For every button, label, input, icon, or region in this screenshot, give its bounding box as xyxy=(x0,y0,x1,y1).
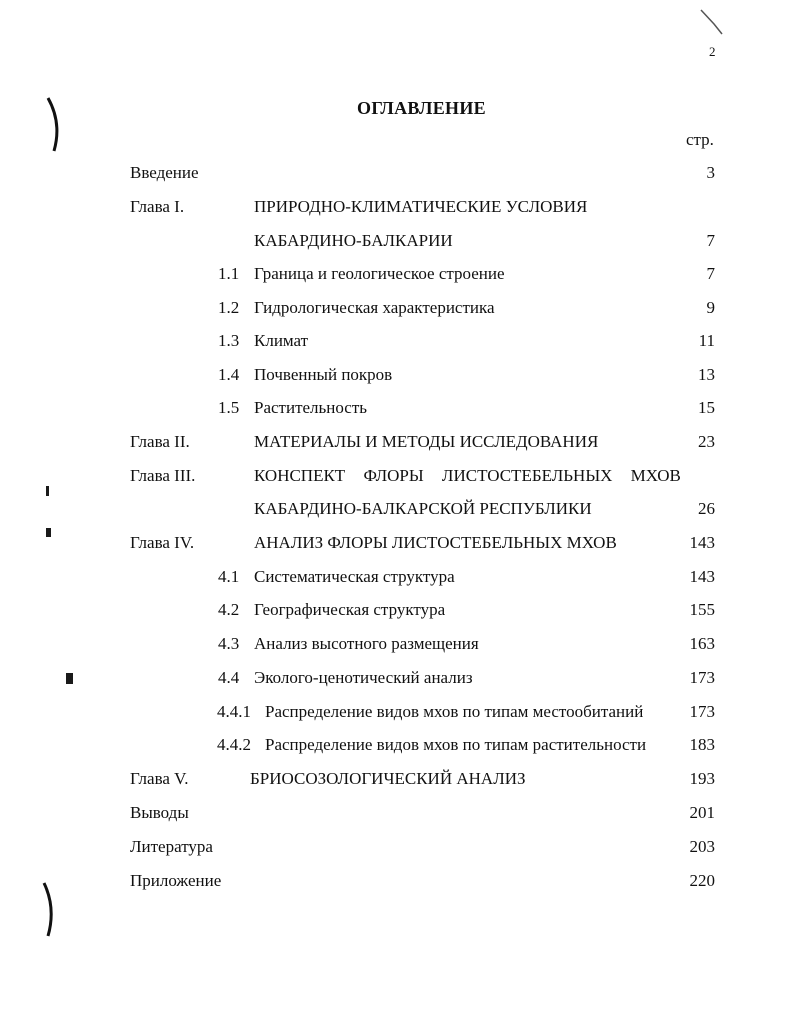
toc-row-section-4-2 xyxy=(0,600,799,624)
toc-row-section-4-4 xyxy=(0,668,799,692)
toc-label: Глава IV. xyxy=(130,533,195,552)
toc-page: 201 xyxy=(689,803,715,822)
toc-page: 173 xyxy=(689,668,715,687)
toc-text: Почвенный покров xyxy=(254,365,393,384)
toc-page: 11 xyxy=(698,331,715,350)
toc-row-chapter-5 xyxy=(0,769,799,793)
toc-label: Глава V. xyxy=(130,769,189,788)
toc-text: КАБАРДИНО-БАЛКАРСКОЙ РЕСПУБЛИКИ xyxy=(254,499,592,518)
scan-artifact-bracket-bottom xyxy=(38,880,68,940)
toc-page: 220 xyxy=(689,871,715,890)
toc-number: 1.4 xyxy=(218,365,240,384)
toc-text: ПРИРОДНО-КЛИМАТИЧЕСКИЕ УСЛОВИЯ xyxy=(254,197,588,216)
toc-page: 183 xyxy=(689,735,715,754)
toc-page: 26 xyxy=(698,499,715,518)
page-number: 2 xyxy=(709,44,716,59)
toc-number: 1.5 xyxy=(218,398,240,417)
toc-text: Распределение видов мхов по типам местообитаний xyxy=(265,702,644,721)
toc-row-appendix xyxy=(0,871,799,895)
toc-row-conclusions xyxy=(0,803,799,827)
toc-row-chapter-1 xyxy=(0,197,799,221)
toc-number: 4.4.2 xyxy=(217,735,251,754)
toc-text: АНАЛИЗ ФЛОРЫ ЛИСТОСТЕБЕЛЬНЫХ МХОВ xyxy=(254,533,617,552)
toc-text: Растительность xyxy=(254,398,368,417)
toc-row-section-1-3 xyxy=(0,331,799,355)
toc-page: 143 xyxy=(689,533,715,552)
toc-page: 7 xyxy=(706,231,715,250)
toc-text: Систематическая структура xyxy=(254,567,455,586)
toc-page: 173 xyxy=(689,702,715,721)
toc-row-section-1-1 xyxy=(0,264,799,288)
toc-row-chapter-2 xyxy=(0,432,799,456)
toc-text: Эколого-ценотический анализ xyxy=(254,668,473,687)
page-title: ОГЛАВЛЕНИЕ xyxy=(357,98,486,118)
toc-row-introduction xyxy=(0,163,799,187)
toc-row-chapter-3 xyxy=(0,466,799,490)
page-column-header: стр. xyxy=(686,130,714,149)
toc-label: Глава II. xyxy=(130,432,190,451)
toc-number: 1.2 xyxy=(218,298,240,317)
toc-row-section-1-2 xyxy=(0,298,799,322)
toc-number: 4.4 xyxy=(218,668,240,687)
toc-number: 4.1 xyxy=(218,567,240,586)
toc-text: БРИОСОЗОЛОГИЧЕСКИЙ АНАЛИЗ xyxy=(250,769,526,788)
toc-page: 163 xyxy=(689,634,715,653)
toc-row-references xyxy=(0,837,799,861)
toc-page: 193 xyxy=(689,769,715,788)
toc-text: КОНСПЕКТ ФЛОРЫ ЛИСТОСТЕБЕЛЬНЫХ МХОВ xyxy=(254,466,681,485)
toc-number: 1.1 xyxy=(218,264,240,283)
toc-number: 4.4.1 xyxy=(217,702,251,721)
toc-page: 9 xyxy=(706,298,715,317)
toc-row-chapter-1-cont xyxy=(0,231,799,255)
toc-page: 7 xyxy=(706,264,715,283)
toc-row-section-1-5 xyxy=(0,398,799,422)
toc-label: Глава I. xyxy=(130,197,185,216)
toc-page: 203 xyxy=(689,837,715,856)
toc-number: 1.3 xyxy=(218,331,240,350)
toc-text: Анализ высотного размещения xyxy=(254,634,479,653)
toc-page: 23 xyxy=(698,432,715,451)
toc-text: Граница и геологическое строение xyxy=(254,264,505,283)
toc-row-section-4-1 xyxy=(0,567,799,591)
toc-page: 155 xyxy=(689,600,715,619)
toc-row-section-4-4-1 xyxy=(0,702,799,726)
scan-artifact-bracket-top xyxy=(40,95,70,155)
toc-text: МАТЕРИАЛЫ И МЕТОДЫ ИССЛЕДОВАНИЯ xyxy=(254,432,599,451)
toc-row-section-4-4-2 xyxy=(0,735,799,759)
toc-row-section-4-3 xyxy=(0,634,799,658)
toc-label: Приложение xyxy=(130,871,222,890)
toc-page: 15 xyxy=(698,398,715,417)
toc-number: 4.3 xyxy=(218,634,240,653)
toc-page: 143 xyxy=(689,567,715,586)
scan-artifact-dot-2 xyxy=(46,528,51,537)
toc-text: Распределение видов мхов по типам растительности xyxy=(265,735,647,754)
toc-page: 13 xyxy=(698,365,715,384)
toc-text: Климат xyxy=(254,331,309,350)
toc-row-section-1-4 xyxy=(0,365,799,389)
toc-row-chapter-4 xyxy=(0,533,799,557)
toc-label: Выводы xyxy=(130,803,189,822)
toc-text: Гидрологическая характеристика xyxy=(254,298,495,317)
toc-text: КАБАРДИНО-БАЛКАРИИ xyxy=(254,231,453,250)
scan-artifact-corner xyxy=(696,6,736,38)
toc-row-chapter-3-cont xyxy=(0,499,799,523)
toc-label: Литература xyxy=(130,837,213,856)
scan-artifact-dot-3 xyxy=(66,673,73,684)
toc-label: Введение xyxy=(130,163,199,182)
toc-number: 4.2 xyxy=(218,600,240,619)
toc-text: Географическая структура xyxy=(254,600,446,619)
scan-artifact-dot-1 xyxy=(46,486,49,496)
toc-page: 3 xyxy=(706,163,715,182)
toc-label: Глава III. xyxy=(130,466,196,485)
